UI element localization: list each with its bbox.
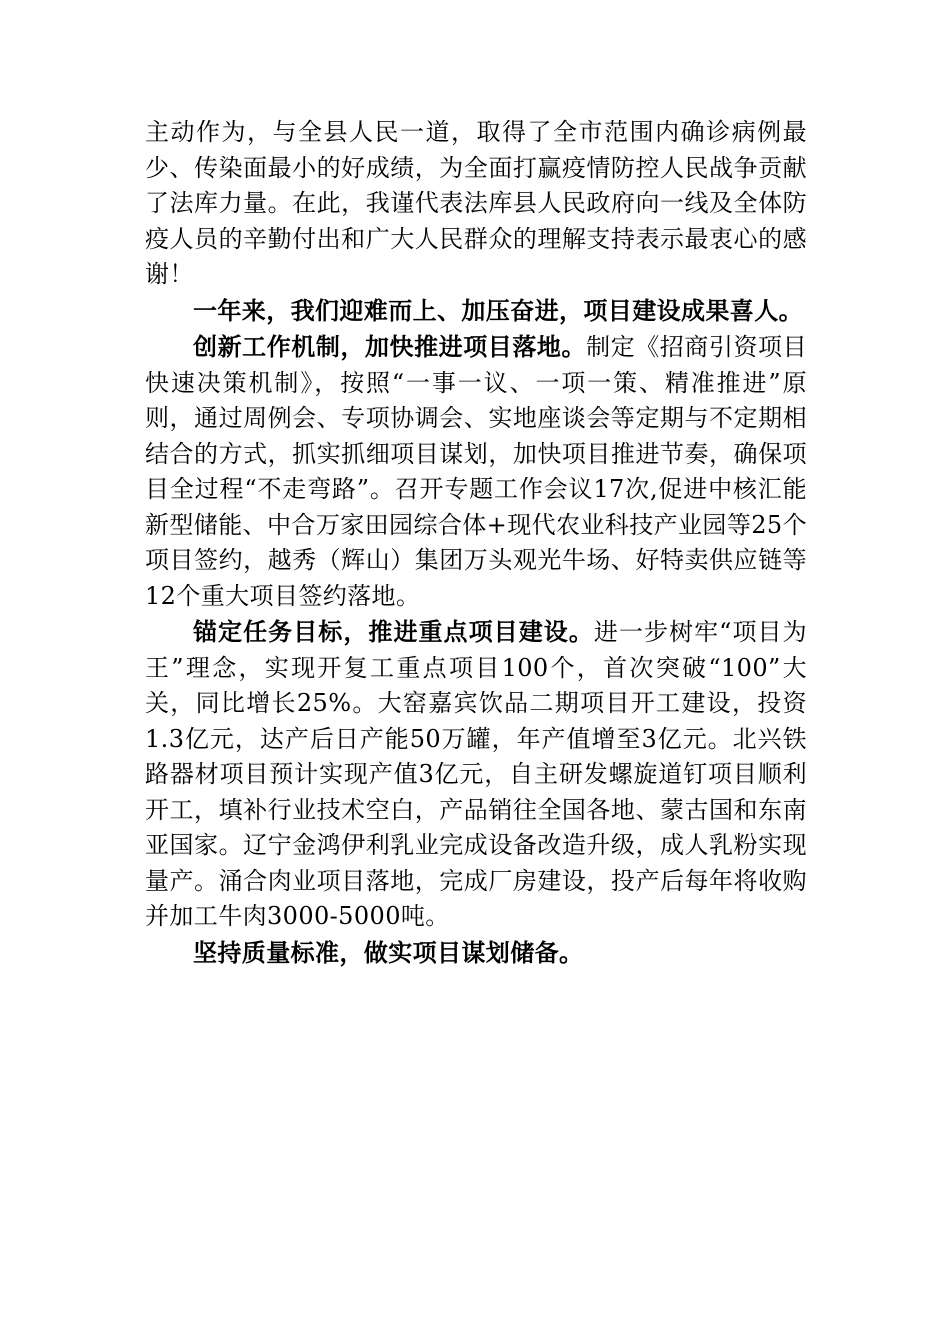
paragraph-key-projects (145, 614, 807, 935)
paragraph-heading: 创新工作机制，加快推进项目落地。 (193, 332, 587, 361)
paragraph-epidemic-thanks (145, 115, 807, 293)
paragraph-text: 制定《招商引资项目快速决策机制》，按照“一事一议、一项一策、精准推进”原则，通过周例会、专项协调会、实地座谈会等定期与不定期相结合的方式，抓实抓细项目谋划，加快项目推进节奏，确保项目全过程“不走弯路”。召开专题工作会议17次,促进中核汇能新型储能、中合万家田园综合体+现代农业科技产业园等25个项目签约，越秀（辉山）集团万头观光牛场、好特卖供应链等12个重大项目签约落地。 (145, 333, 807, 610)
paragraph-heading: 一年来，我们迎难而上、加压奋进，项目建设成果喜人。 (193, 295, 803, 325)
paragraph-innovation-mechanism (145, 329, 807, 614)
paragraph-project-summary-heading (145, 293, 807, 330)
document-page (145, 115, 807, 971)
paragraph-heading: 锚定任务目标，推进重点项目建设。 (193, 617, 594, 646)
paragraph-quality-standard-heading (145, 935, 807, 972)
paragraph-text: 进一步树牢“项目为王”理念，实现开复工重点项目100个，首次突破“100”大关，同比增长25%。大窑嘉宾饮品二期项目开工建设，投资1.3亿元，达产后日产能50万罐，年产值增至3亿元。北兴铁路器材项目预计实现产值3亿元，自主研发螺旋道钉项目顺利开工，填补行业技术空白，产品销往全国各地、蒙古国和东南亚国家。辽宁金鸿伊利乳业完成设备改造升级，成人乳粉实现量产。涌合肉业项目落地，完成厂房建设，投产后每年将收购并加工牛肉3000-5000吨。 (145, 618, 807, 930)
paragraph-text: 主动作为，与全县人民一道，取得了全市范围内确诊病例最少、传染面最小的好成绩，为全面打赢疫情防控人民战争贡献了法库力量。在此，我谨代表法库县人民政府向一线及全体防疫人员的辛勤付出和广大人民群众的理解支持表示最衷心的感谢！ (145, 118, 807, 288)
paragraph-heading: 坚持质量标准，做实项目谋划储备。 (193, 937, 584, 967)
